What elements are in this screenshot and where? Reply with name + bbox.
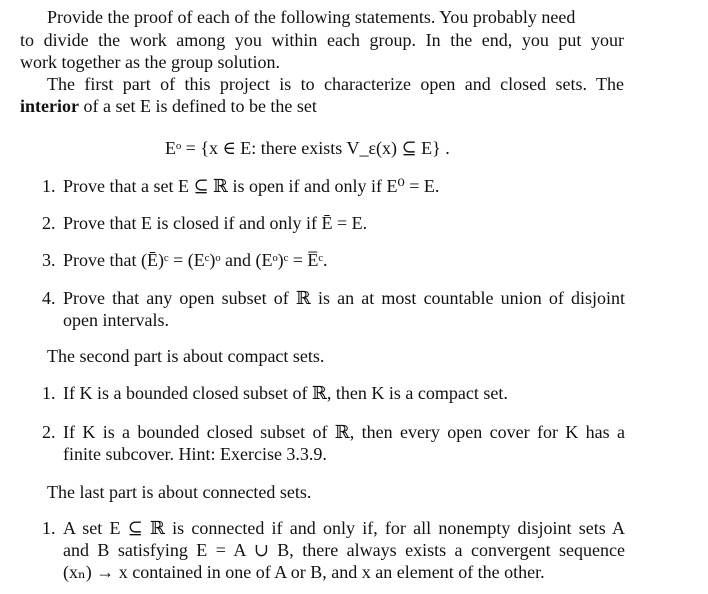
part1-line: The first part of this project is to characterize open and closed sets. The [47,74,624,94]
item-text: and B satisfying E = A ∪ B, there always exists a convergent sequence [63,540,625,560]
intro-line: Provide the proof of each of the following statements. You probably need [47,7,576,27]
interior-formula: Eᵒ = {x ∈ E: there exists V_ε(x) ⊆ E} . [165,138,450,158]
item-number: 2. [42,213,56,233]
list-item [0,287,708,331]
item-number: 1. [42,518,56,538]
item-text: (xₙ) → x contained in one of A or B, and x an element of the other. [63,562,545,582]
part3-intro: The last part is about connected sets. [47,482,312,502]
item-text: finite subcover. Hint: Exercise 3.3.9. [63,444,327,464]
part2-intro: The second part is about compact sets. [47,346,325,366]
item-number: 1. [42,383,56,403]
interior-term: interior [20,96,79,116]
item-number: 1. [42,176,56,196]
item-text: Prove that (Ē)ᶜ = (Eᶜ)ᵒ and (Eᵒ)ᶜ = E̅ᶜ. [63,250,328,270]
item-text: If K is a bounded closed subset of ℝ, then every open cover for K has a [63,422,625,442]
intro-line: to divide the work among you within each group. In the end, you put your [20,30,624,50]
intro-line: work together as the group solution. [20,52,280,72]
list-item [0,517,708,583]
item-number: 2. [42,422,56,442]
part1-line [20,95,317,117]
part1-line-rest: of a set E is defined to be the set [78,96,317,116]
item-text: Prove that any open subset of ℝ is an at most countable union of disjoint [63,288,625,308]
list-item [0,421,708,465]
item-text: If K is a bounded closed subset of ℝ, then K is a compact set. [63,383,508,403]
item-number: 3. [42,250,56,270]
item-text: A set E ⊆ ℝ is connected if and only if, for all nonempty disjoint sets A [63,518,625,538]
item-text: Prove that E is closed if and only if Ē = E. [63,213,368,233]
item-number: 4. [42,288,56,308]
item-text: open intervals. [63,310,169,330]
item-text: Prove that a set E ⊆ ℝ is open if and only if E⁰ = E. [63,176,440,196]
